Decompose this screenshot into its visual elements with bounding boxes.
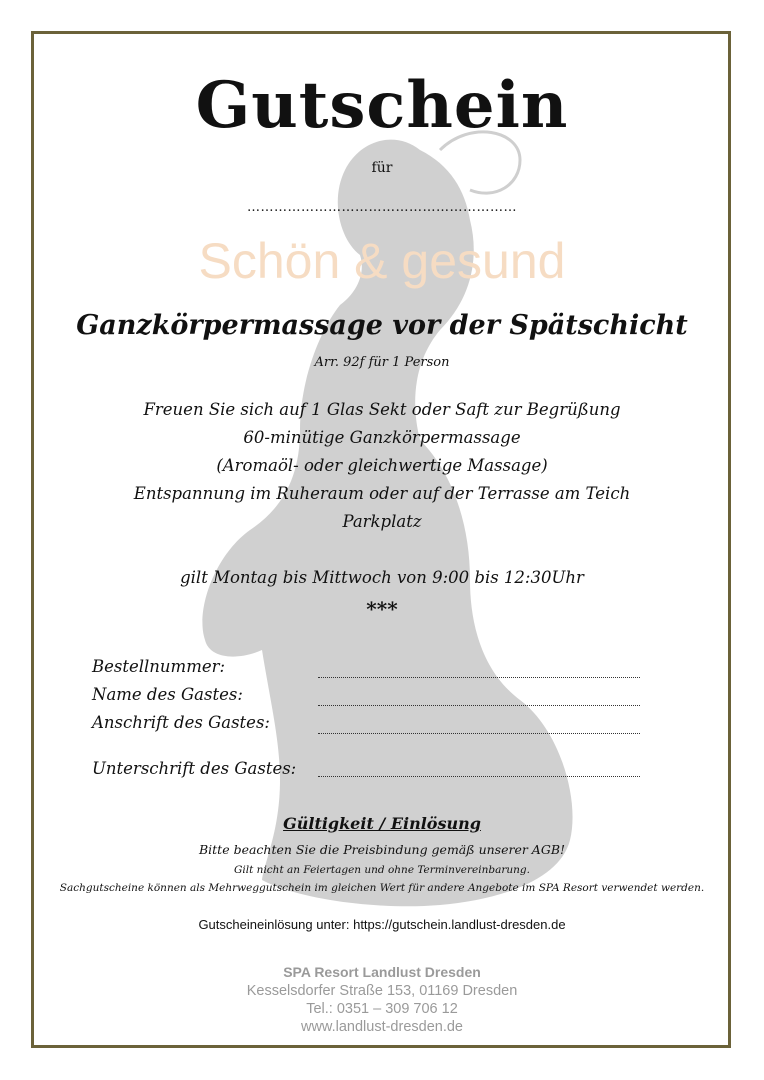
brand-watermark: Schön & gesund bbox=[198, 233, 566, 289]
guest-address-label: Anschrift des Gastes: bbox=[92, 713, 270, 732]
order-number-label: Bestellnummer: bbox=[92, 657, 226, 676]
guest-address-field[interactable] bbox=[318, 732, 640, 734]
feature-item: Parkplatz bbox=[342, 512, 422, 531]
validity-times: gilt Montag bis Mittwoch von 9:00 bis 12:30Uhr bbox=[180, 568, 584, 587]
recipient-name-line: …………………………………………………… bbox=[247, 200, 517, 215]
feature-item: (Aromaöl- oder gleichwertige Massage) bbox=[216, 456, 548, 475]
feature-item: 60-minütige Ganzkörpermassage bbox=[243, 428, 521, 447]
terms-line: Sachgutscheine können als Mehrweggutschein im gleichen Wert für andere Angebote im SPA Resort verwendet werden. bbox=[59, 882, 705, 894]
footer-website[interactable]: www.landlust-dresden.de bbox=[300, 1019, 463, 1035]
for-label: für bbox=[371, 160, 393, 176]
offer-headline: Ganzkörpermassage vor der Spätschicht bbox=[76, 310, 688, 341]
redeem-info: Gutscheineinlösung unter: https://gutschein.landlust-dresden.de bbox=[198, 917, 566, 932]
feature-item: Freuen Sie sich auf 1 Glas Sekt oder Saft zur Begrüßung bbox=[143, 400, 621, 419]
arrangement-info: Arr. 92f für 1 Person bbox=[314, 355, 450, 370]
footer-address: Kesselsdorfer Straße 153, 01169 Dresden bbox=[246, 983, 518, 999]
order-number-field[interactable] bbox=[318, 676, 640, 678]
guest-signature-label: Unterschrift des Gastes: bbox=[92, 759, 297, 778]
guest-signature-field[interactable] bbox=[318, 775, 640, 777]
voucher-title: Gutschein bbox=[195, 68, 569, 143]
separator: *** bbox=[366, 597, 398, 621]
footer-company: SPA Resort Landlust Dresden bbox=[283, 964, 481, 980]
footer-phone: Tel.: 0351 – 309 706 12 bbox=[306, 1001, 458, 1017]
terms-heading: Gültigkeit / Einlösung bbox=[283, 814, 481, 833]
terms-line: Gilt nicht an Feiertagen und ohne Terminvereinbarung. bbox=[234, 864, 530, 876]
feature-item: Entspannung im Ruheraum oder auf der Terrasse am Teich bbox=[133, 484, 631, 503]
guest-name-field[interactable] bbox=[318, 704, 640, 706]
guest-name-label: Name des Gastes: bbox=[92, 685, 243, 704]
terms-line: Bitte beachten Sie die Preisbindung gemäß unserer AGB! bbox=[198, 842, 566, 857]
